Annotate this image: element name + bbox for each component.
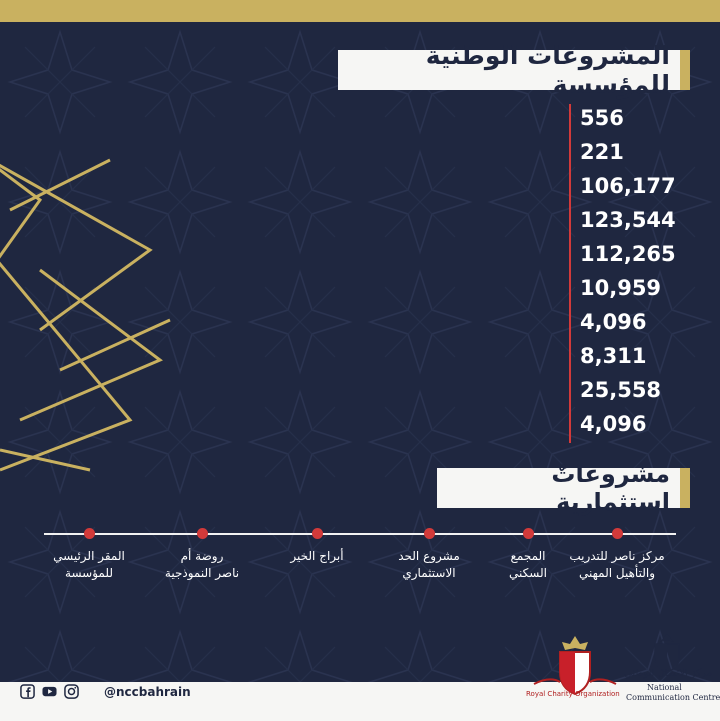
social-handle[interactable]: @nccbahrain [104, 685, 191, 699]
investment-line: المجمع [510, 549, 546, 563]
stat-value: 4,096 [580, 412, 647, 436]
stats-divider-line [569, 104, 571, 443]
investment-line: روضة أم [180, 549, 224, 563]
stat-value: 4,096 [580, 310, 647, 334]
investment-timeline [44, 533, 676, 535]
national-projects-banner [338, 41, 690, 99]
investment-item [473, 548, 583, 582]
investment-line: أبراج الخير [290, 549, 344, 563]
investment-line: ناصر النموذجية [164, 566, 240, 580]
instagram-icon[interactable] [64, 684, 79, 699]
stat-value: 123,544 [580, 208, 676, 232]
top-gold-bar [0, 0, 720, 22]
stat-value: 25,558 [580, 378, 662, 402]
ncc-name-en-line2: Communication Centre [626, 693, 720, 702]
investment-line: المقر الرئيسي [53, 549, 125, 563]
investment-line: مشروع الحد [398, 549, 460, 563]
investment-projects-title: مشروعاتٌ استثمارية [551, 460, 670, 516]
youtube-icon[interactable] [42, 684, 57, 699]
stat-value: 221 [580, 140, 624, 164]
stat-value: 106,177 [580, 174, 676, 198]
timeline-dot [197, 528, 208, 539]
timeline-dot [612, 528, 623, 539]
timeline-dot [424, 528, 435, 539]
ncc-name-ar: مركز الاتصال الوطني [624, 668, 713, 679]
stat-value: 556 [580, 106, 624, 130]
timeline-dot [312, 528, 323, 539]
investment-line: السكني [509, 566, 547, 580]
investment-line: للمؤسسة [65, 566, 113, 580]
gold-star-ornament [0, 120, 200, 480]
investment-item [147, 548, 257, 582]
investment-item [262, 548, 372, 565]
stat-value: 8,311 [580, 344, 647, 368]
investment-projects-banner [437, 460, 690, 516]
investment-line: والتأهيل المهني [579, 566, 655, 580]
national-projects-title: المشروعات الوطنية للمؤسسة [425, 41, 670, 99]
investment-line: مركز ناصر للتدريب [569, 549, 665, 563]
timeline-dot [84, 528, 95, 539]
investment-line: الاستثماري [402, 566, 456, 580]
rco-name-en: Royal Charity Organization [526, 690, 620, 698]
investment-item [34, 548, 144, 582]
ncc-name-en-line1: National [647, 683, 682, 692]
timeline-dot [523, 528, 534, 539]
investment-item [374, 548, 484, 582]
stat-value: 10,959 [580, 276, 662, 300]
stat-value: 112,265 [580, 242, 676, 266]
facebook-icon[interactable] [20, 684, 35, 699]
